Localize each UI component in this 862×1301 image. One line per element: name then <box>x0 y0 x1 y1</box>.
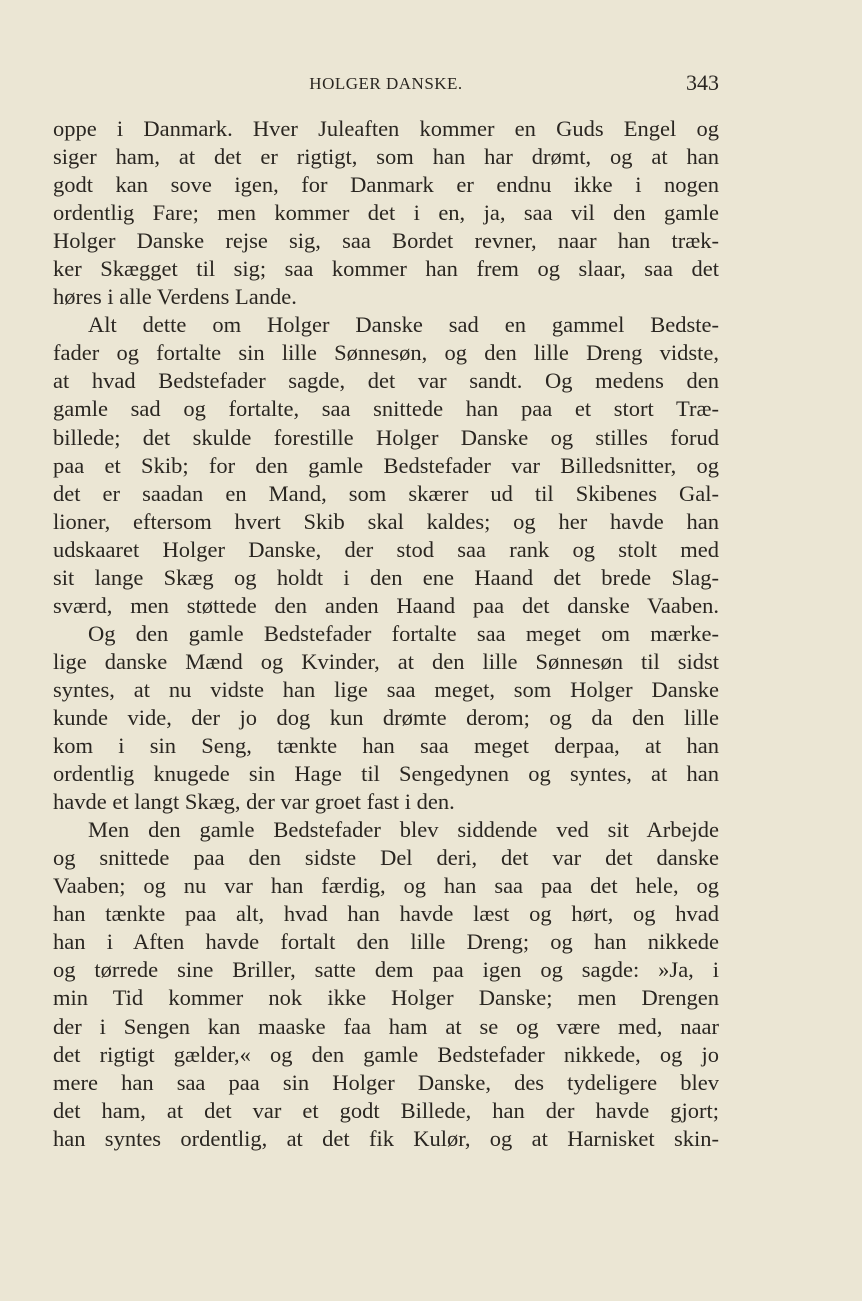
text-line: siger ham, at det er rigtigt, som han har drømt, og at han <box>53 144 719 170</box>
text-line: ker Skægget til sig; saa kommer han frem og slaar, saa det <box>53 256 719 282</box>
page-number: 343 <box>686 70 719 95</box>
page-header <box>53 70 719 100</box>
text-line: ordentlig Fare; men kommer det i en, ja, saa vil den gamle <box>53 200 719 226</box>
text-line: og snittede paa den sidste Del deri, det var det danske <box>53 845 719 871</box>
text-line: oppe i Danmark. Hver Juleaften kommer en Guds Engel og <box>53 116 719 141</box>
text-line: lioner, eftersom hvert Skib skal kaldes; og her havde han <box>53 508 719 534</box>
text-line: Holger Danske rejse sig, saa Bordet revner, naar han træk- <box>53 228 719 254</box>
text-line: det er saadan en Mand, som skærer ud til Skibenes Gal- <box>53 480 719 506</box>
text-line: havde et langt Skæg, der var groet fast i den. <box>53 789 455 815</box>
text-line: sit lange Skæg og holdt i den ene Haand det brede Slag- <box>53 564 719 590</box>
text-line: udskaaret Holger Danske, der stod saa rank og stolt med <box>53 536 719 562</box>
text-line: der i Sengen kan maaske faa ham at se og være med, naar <box>53 1013 719 1039</box>
text-line: kunde vide, der jo dog kun drømte derom; og da den lille <box>53 704 719 730</box>
text-line: min Tid kommer nok ikke Holger Danske; men Drengen <box>53 985 719 1011</box>
text-line: det ham, at det var et godt Billede, han der havde gjort; <box>53 1097 719 1123</box>
text-line: kom i sin Seng, tænkte han saa meget derpaa, at han <box>53 733 719 759</box>
text-line: sværd, men støttede den anden Haand paa det danske Vaaben. <box>53 592 719 618</box>
text-line: lige danske Mænd og Kvinder, at den lille Sønnesøn til sidst <box>53 648 719 674</box>
text-line: syntes, at nu vidste han lige saa meget, som Holger Danske <box>53 676 719 702</box>
text-line: fader og fortalte sin lille Sønnesøn, og den lille Dreng vidste, <box>53 340 719 366</box>
text-line: høres i alle Verdens Lande. <box>53 284 297 310</box>
body-text <box>53 115 719 1153</box>
text-line: Og den gamle Bedstefader fortalte saa meget om mærke- <box>88 620 719 646</box>
text-line: billede; det skulde forestille Holger Danske og stilles forud <box>53 424 719 450</box>
text-line: han i Aften havde fortalt den lille Dreng; og han nikkede <box>53 929 719 955</box>
text-line: Vaaben; og nu var han færdig, og han saa paa det hele, og <box>53 873 719 899</box>
text-line: Alt dette om Holger Danske sad en gammel Bedste- <box>88 312 719 338</box>
text-line: og tørrede sine Briller, satte dem paa igen og sagde: »Ja, i <box>53 957 719 983</box>
text-line: at hvad Bedstefader sagde, det var sandt. Og medens den <box>53 368 719 394</box>
text-line: ordentlig knugede sin Hage til Sengedynen og syntes, at han <box>53 761 719 787</box>
text-line: han syntes ordentlig, at det fik Kulør, og at Harnisket skin- <box>53 1125 719 1151</box>
text-line: gamle sad og fortalte, saa snittede han paa et stort Træ- <box>53 396 719 422</box>
text-line: mere han saa paa sin Holger Danske, des tydeligere blev <box>53 1069 719 1095</box>
text-line: paa et Skib; for den gamle Bedstefader var Billedsnitter, og <box>53 452 719 478</box>
text-line: godt kan sove igen, for Danmark er endnu ikke i nogen <box>53 172 719 198</box>
text-line: Men den gamle Bedstefader blev siddende ved sit Arbejde <box>88 817 719 843</box>
text-line: han tænkte paa alt, hvad han havde læst og hørt, og hvad <box>53 901 719 927</box>
running-title: HOLGER DANSKE. <box>309 74 463 93</box>
text-line: det rigtigt gælder,« og den gamle Bedstefader nikkede, og jo <box>53 1041 719 1067</box>
